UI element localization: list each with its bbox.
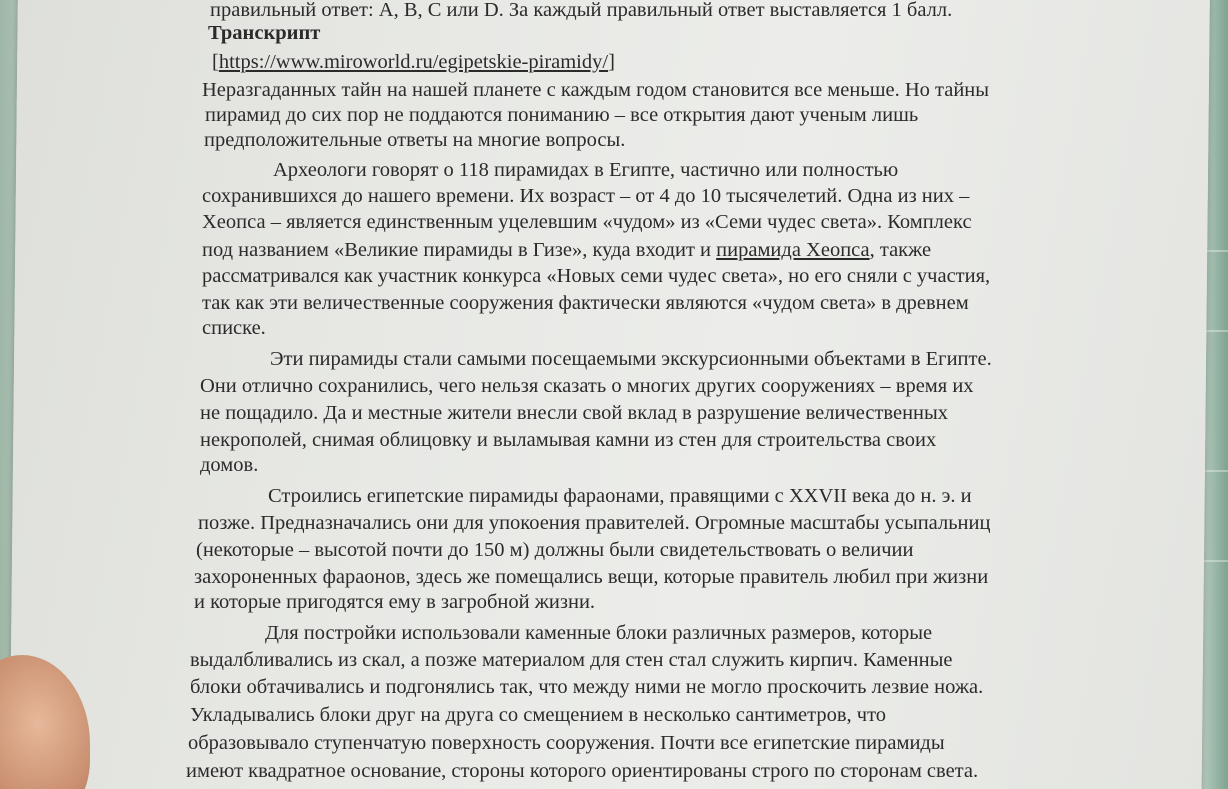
paragraph-3-line-3: не пощадило. Да и местные жители внесли свой вклад в разрушение величественных	[200, 402, 949, 424]
paragraph-5-line-6: имеют квадратное основание, стороны которого ориентированы строго по сторонам света.	[186, 760, 979, 782]
paragraph-2-line-5: рассматривался как участник конкурса «Новых семи чудес света», но его сняли с участия,	[202, 265, 991, 287]
section-title: Транскрипт	[208, 22, 321, 44]
paragraph-5-line-2: выдалбливались из скал, а позже материалом для стен стал служить кирпич. Каменные	[190, 649, 953, 671]
pyramid-cheops-link[interactable]: пирамида Хеопса	[716, 239, 870, 261]
paragraph-5-line-5: образовывало ступенчатую поверхность сооружения. Почти все египетские пирамиды	[188, 732, 945, 754]
paragraph-2-line-1: Археологи говорят о 118 пирамидах в Египте, частично или полностью	[273, 159, 899, 181]
paragraph-1-line-3: предположительные ответы на многие вопросы.	[204, 129, 626, 151]
paragraph-3-line-2: Они отлично сохранились, чего нельзя сказать о многих других сооружениях – время их	[200, 375, 974, 397]
paragraph-2-line-6: так как эти величественные сооружения фактически являются «чудом света» в древнем	[202, 292, 969, 314]
paragraph-2-line-4-tail: , также	[869, 239, 932, 261]
source-bracket-open: [	[212, 51, 219, 73]
paragraph-5-line-3: блоки обтачивались и подгонялись так, что между ними не могло проскочить лезвие ножа.	[190, 676, 984, 698]
paragraph-2-line-7: списке.	[202, 317, 266, 339]
paragraph-3-line-1: Эти пирамиды стали самыми посещаемыми экскурсионными объектами в Египте.	[270, 348, 992, 370]
paragraph-4-line-5: и которые пригодятся ему в загробной жизни.	[194, 591, 596, 613]
paragraph-4-line-3: (некоторые – высотой почти до 150 м) должны были свидетельствовать о величии	[196, 539, 914, 561]
source-reference	[212, 50, 615, 74]
source-link[interactable]: https://www.miroworld.ru/egipetskie-piramidy/	[218, 51, 609, 73]
source-bracket-close: ]	[608, 51, 615, 73]
paragraph-3-line-4: некрополей, снимая облицовку и выламывая камни из стен для строительства своих	[200, 429, 937, 451]
paragraph-2-line-3: Хеопса – является единственным уцелевшим «чудом» из «Семи чудес света». Комплекс	[202, 211, 972, 233]
paragraph-4-line-2: позже. Предназначались они для упокоения правителей. Огромные масштабы усыпальниц	[198, 512, 991, 534]
answer-line: правильный ответ: A, B, C или D. За каждый правильный ответ выставляется 1 балл.	[210, 0, 953, 21]
paragraph-2-line-4	[202, 238, 931, 262]
paragraph-4-line-1: Строились египетские пирамиды фараонами, правящими с XXVII века до н. э. и	[268, 485, 972, 507]
paragraph-2-line-4-text: под названием «Великие пирамиды в Гизе», куда входит и	[202, 239, 712, 261]
paragraph-3-line-5: домов.	[200, 454, 259, 476]
paragraph-4-line-4: захороненных фараонов, здесь же помещались вещи, которые правитель любил при жизни	[194, 566, 989, 588]
paragraph-5-line-4: Укладывались блоки друг на друга со смещением в несколько сантиметров, что	[190, 704, 887, 726]
paragraph-2-line-2: сохранившихся до нашего времени. Их возраст – от 4 до 10 тысячелетий. Одна из них –	[202, 185, 970, 207]
paragraph-1-line-2: пирамид до сих пор не поддаются пониманию – все открытия дают ученым лишь	[205, 104, 919, 126]
paragraph-5-line-1: Для постройки использовали каменные блоки различных размеров, которые	[265, 622, 933, 644]
paragraph-1-line-1: Неразгаданных тайн на нашей планете с каждым годом становится все меньше. Но тайны	[202, 79, 990, 101]
